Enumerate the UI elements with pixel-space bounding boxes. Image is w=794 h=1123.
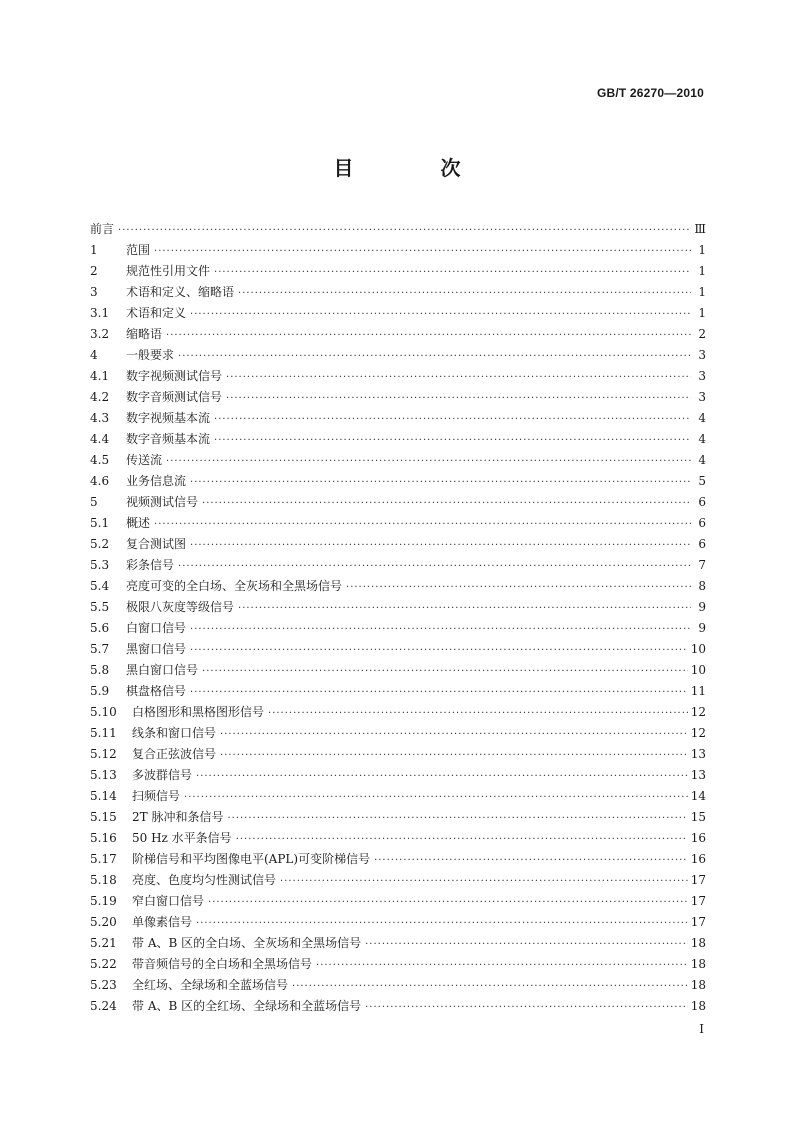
table-of-contents bbox=[90, 219, 706, 1017]
toc-entry-number: 4.3 bbox=[90, 411, 110, 425]
toc-entry-number: 4.4 bbox=[90, 432, 110, 446]
toc-entry-title: 缩略语 bbox=[126, 327, 163, 341]
toc-entry-number: 3.2 bbox=[90, 327, 110, 341]
toc-entry-number: 5.10 bbox=[90, 705, 117, 719]
toc-entry-page: 3 bbox=[698, 369, 706, 383]
toc-entry-number: 5.22 bbox=[90, 957, 117, 971]
toc-entry-title: 一般要求 bbox=[126, 348, 175, 362]
toc-dot-leader bbox=[202, 493, 691, 514]
toc-dot-leader bbox=[214, 430, 691, 451]
toc-entry-number: 5 bbox=[90, 495, 98, 509]
toc-entry-page: 14 bbox=[690, 789, 706, 803]
toc-entry-page: 11 bbox=[690, 684, 706, 698]
standard-code: GB/T 26270—2010 bbox=[596, 86, 704, 100]
toc-entry-title: 数字音频基本流 bbox=[126, 432, 211, 446]
toc-entry-number: 5.15 bbox=[90, 810, 117, 824]
toc-entry-page: 17 bbox=[690, 894, 706, 908]
toc-entry-number: 4.5 bbox=[90, 453, 110, 467]
toc-dot-leader bbox=[190, 619, 691, 640]
toc-dot-leader bbox=[154, 514, 691, 535]
toc-entry-title: 扫频信号 bbox=[132, 789, 181, 803]
toc-dot-leader bbox=[365, 934, 688, 955]
toc-entry-page: 4 bbox=[698, 453, 706, 467]
toc-entry-title: 传送流 bbox=[126, 453, 163, 467]
toc-entry[interactable] bbox=[90, 450, 706, 471]
toc-entry[interactable] bbox=[90, 702, 706, 723]
toc-entry-title: 单像素信号 bbox=[132, 915, 193, 929]
toc-entry-page: 6 bbox=[698, 495, 706, 509]
toc-entry[interactable] bbox=[90, 282, 706, 303]
toc-entry-number: 5.24 bbox=[90, 999, 117, 1013]
toc-entry-page: 3 bbox=[698, 348, 706, 362]
toc-entry-number: 5.1 bbox=[90, 516, 110, 530]
toc-dot-leader bbox=[166, 325, 691, 346]
toc-dot-leader bbox=[346, 577, 691, 598]
toc-entry-title: 极限八灰度等级信号 bbox=[126, 600, 235, 614]
toc-entry[interactable] bbox=[90, 723, 706, 744]
toc-entry-number: 5.9 bbox=[90, 684, 110, 698]
toc-entry-title: 彩条信号 bbox=[126, 558, 175, 572]
toc-entry-title: 数字音频测试信号 bbox=[126, 390, 223, 404]
toc-entry[interactable] bbox=[90, 324, 706, 345]
toc-entry-title: 视频测试信号 bbox=[126, 495, 199, 509]
toc-entry[interactable] bbox=[90, 786, 706, 807]
toc-entry-number: 2 bbox=[90, 264, 98, 278]
toc-entry-title: 阶梯信号和平均图像电平(APL)可变阶梯信号 bbox=[132, 852, 371, 866]
toc-entry-page: 16 bbox=[690, 831, 706, 845]
toc-entry-number: 5.18 bbox=[90, 873, 117, 887]
page-number: Ⅰ bbox=[699, 1022, 704, 1036]
toc-entry-number: 4.6 bbox=[90, 474, 110, 488]
toc-entry-page: 17 bbox=[690, 915, 706, 929]
toc-entry[interactable] bbox=[90, 534, 706, 555]
toc-dot-leader bbox=[190, 304, 691, 325]
toc-entry[interactable] bbox=[90, 870, 706, 891]
toc-entry-title: 亮度、色度均匀性测试信号 bbox=[132, 873, 277, 887]
toc-entry-number: 4 bbox=[90, 348, 98, 362]
toc-dot-leader bbox=[184, 787, 688, 808]
toc-entry-number: 5.3 bbox=[90, 558, 110, 572]
toc-entry[interactable] bbox=[90, 975, 706, 996]
toc-entry-page: 1 bbox=[698, 285, 706, 299]
toc-entry[interactable] bbox=[90, 555, 706, 576]
toc-dot-leader bbox=[190, 472, 691, 493]
toc-entry-page: 1 bbox=[698, 243, 706, 257]
toc-dot-leader bbox=[238, 598, 691, 619]
toc-entry[interactable] bbox=[90, 492, 706, 513]
toc-dot-leader bbox=[374, 850, 688, 871]
toc-dot-leader bbox=[154, 241, 691, 262]
toc-entry-number: 4.2 bbox=[90, 390, 110, 404]
toc-entry[interactable] bbox=[90, 891, 706, 912]
toc-dot-leader bbox=[316, 955, 688, 976]
toc-entry[interactable] bbox=[90, 597, 706, 618]
toc-dot-leader bbox=[365, 997, 688, 1018]
toc-entry[interactable] bbox=[90, 807, 706, 828]
toc-entry-page: 5 bbox=[698, 474, 706, 488]
toc-entry-title: 范围 bbox=[126, 243, 151, 257]
toc-entry-title: 前言 bbox=[90, 222, 115, 236]
toc-entry-page: 1 bbox=[698, 264, 706, 278]
toc-entry[interactable] bbox=[90, 513, 706, 534]
toc-dot-leader bbox=[220, 745, 688, 766]
toc-entry[interactable] bbox=[90, 765, 706, 786]
toc-entry-title: 带音频信号的全白场和全黑场信号 bbox=[132, 957, 313, 971]
toc-entry-page: 18 bbox=[690, 957, 706, 971]
toc-entry-page: 2 bbox=[698, 327, 706, 341]
toc-dot-leader bbox=[178, 556, 691, 577]
toc-dot-leader bbox=[226, 388, 691, 409]
toc-entry-page: 13 bbox=[690, 768, 706, 782]
toc-entry-number: 5.14 bbox=[90, 789, 117, 803]
toc-entry[interactable] bbox=[90, 303, 706, 324]
toc-entry-page: 18 bbox=[690, 999, 706, 1013]
toc-entry[interactable] bbox=[90, 996, 706, 1017]
toc-entry-title: 带 A、B 区的全红场、全绿场和全蓝场信号 bbox=[132, 999, 362, 1013]
toc-dot-leader bbox=[226, 367, 691, 388]
toc-entry-title: 50 Hz 水平条信号 bbox=[132, 831, 232, 845]
toc-entry-page: 12 bbox=[690, 726, 706, 740]
toc-entry-title: 白窗口信号 bbox=[126, 621, 187, 635]
toc-entry[interactable] bbox=[90, 429, 706, 450]
toc-entry-page: 8 bbox=[698, 579, 706, 593]
toc-entry[interactable] bbox=[90, 618, 706, 639]
toc-entry-title: 带 A、B 区的全白场、全灰场和全黑场信号 bbox=[132, 936, 362, 950]
toc-entry-title: 术语和定义、缩略语 bbox=[126, 285, 235, 299]
toc-entry[interactable] bbox=[90, 912, 706, 933]
toc-dot-leader bbox=[190, 682, 688, 703]
toc-entry[interactable] bbox=[90, 387, 706, 408]
toc-entry-number: 5.19 bbox=[90, 894, 117, 908]
toc-entry-number: 5.2 bbox=[90, 537, 110, 551]
toc-entry-title: 业务信息流 bbox=[126, 474, 187, 488]
toc-entry[interactable] bbox=[90, 345, 706, 366]
toc-dot-leader bbox=[238, 283, 691, 304]
toc-entry[interactable] bbox=[90, 660, 706, 681]
toc-entry[interactable] bbox=[90, 681, 706, 702]
toc-entry-number: 5.11 bbox=[90, 726, 117, 740]
toc-entry-number: 5.5 bbox=[90, 600, 110, 614]
toc-entry[interactable] bbox=[90, 471, 706, 492]
toc-entry-page: 6 bbox=[698, 516, 706, 530]
toc-entry[interactable] bbox=[90, 828, 706, 849]
page-title: 目 次 bbox=[333, 156, 501, 180]
toc-dot-leader bbox=[178, 346, 691, 367]
toc-dot-leader bbox=[292, 976, 688, 997]
toc-entry-page: 4 bbox=[698, 432, 706, 446]
toc-entry[interactable] bbox=[90, 261, 706, 282]
toc-entry-page: 4 bbox=[698, 411, 706, 425]
toc-entry-page: Ⅲ bbox=[694, 222, 706, 236]
toc-dot-leader bbox=[214, 409, 691, 430]
toc-entry-title: 数字视频测试信号 bbox=[126, 369, 223, 383]
toc-dot-leader bbox=[190, 535, 691, 556]
toc-entry-title: 黑窗口信号 bbox=[126, 642, 187, 656]
toc-entry-number: 5.12 bbox=[90, 747, 117, 761]
toc-entry-title: 白格图形和黑格图形信号 bbox=[132, 705, 265, 719]
toc-entry[interactable] bbox=[90, 849, 706, 870]
toc-entry-number: 5.17 bbox=[90, 852, 117, 866]
toc-dot-leader bbox=[214, 262, 691, 283]
toc-entry-page: 7 bbox=[698, 558, 706, 572]
toc-dot-leader bbox=[227, 808, 687, 829]
toc-entry-number: 5.8 bbox=[90, 663, 110, 677]
toc-entry-number: 5.23 bbox=[90, 978, 117, 992]
toc-entry-number: 5.6 bbox=[90, 621, 110, 635]
toc-dot-leader bbox=[268, 703, 688, 724]
toc-entry-page: 16 bbox=[690, 852, 706, 866]
toc-entry-page: 17 bbox=[690, 873, 706, 887]
toc-entry-number: 5.4 bbox=[90, 579, 110, 593]
toc-dot-leader bbox=[118, 220, 691, 241]
toc-entry[interactable] bbox=[90, 744, 706, 765]
toc-entry-number: 5.20 bbox=[90, 915, 117, 929]
toc-entry[interactable] bbox=[90, 408, 706, 429]
toc-entry-number: 5.21 bbox=[90, 936, 117, 950]
toc-entry[interactable] bbox=[90, 954, 706, 975]
toc-entry-number: 5.7 bbox=[90, 642, 110, 656]
toc-entry-page: 6 bbox=[698, 537, 706, 551]
toc-entry-title: 窄白窗口信号 bbox=[132, 894, 205, 908]
toc-entry-page: 9 bbox=[698, 621, 706, 635]
toc-entry-number: 4.1 bbox=[90, 369, 110, 383]
toc-entry[interactable] bbox=[90, 366, 706, 387]
toc-entry[interactable] bbox=[90, 933, 706, 954]
toc-entry-page: 10 bbox=[690, 663, 706, 677]
toc-entry-title: 多波群信号 bbox=[132, 768, 193, 782]
toc-entry-title: 线条和窗口信号 bbox=[132, 726, 217, 740]
toc-entry-page: 3 bbox=[698, 390, 706, 404]
toc-entry[interactable] bbox=[90, 240, 706, 261]
toc-entry-title: 复合测试图 bbox=[126, 537, 187, 551]
toc-entry-page: 1 bbox=[698, 306, 706, 320]
toc-entry-number: 1 bbox=[90, 243, 98, 257]
toc-dot-leader bbox=[220, 724, 688, 745]
toc-entry-title: 黑白窗口信号 bbox=[126, 663, 199, 677]
toc-entry-page: 12 bbox=[690, 705, 706, 719]
toc-entry-title: 2T 脉冲和条信号 bbox=[132, 810, 224, 824]
toc-entry-title: 概述 bbox=[126, 516, 151, 530]
toc-entry-page: 18 bbox=[690, 978, 706, 992]
toc-dot-leader bbox=[196, 913, 688, 934]
toc-entry-number: 3.1 bbox=[90, 306, 110, 320]
toc-dot-leader bbox=[190, 640, 688, 661]
toc-entry-page: 10 bbox=[690, 642, 706, 656]
toc-entry-title: 复合正弦波信号 bbox=[132, 747, 217, 761]
toc-dot-leader bbox=[166, 451, 691, 472]
toc-dot-leader bbox=[208, 892, 688, 913]
toc-entry[interactable] bbox=[90, 639, 706, 660]
toc-dot-leader bbox=[196, 766, 688, 787]
toc-entry-page: 13 bbox=[690, 747, 706, 761]
toc-dot-leader bbox=[280, 871, 688, 892]
toc-entry-number: 5.16 bbox=[90, 831, 117, 845]
toc-entry-page: 15 bbox=[690, 810, 706, 824]
toc-dot-leader bbox=[236, 829, 688, 850]
toc-entry-page: 9 bbox=[698, 600, 706, 614]
toc-entry-title: 规范性引用文件 bbox=[126, 264, 211, 278]
toc-entry-title: 亮度可变的全白场、全灰场和全黑场信号 bbox=[126, 579, 343, 593]
toc-entry-number: 3 bbox=[90, 285, 98, 299]
toc-entry-page: 18 bbox=[690, 936, 706, 950]
toc-entry[interactable] bbox=[90, 576, 706, 597]
toc-entry-title: 数字视频基本流 bbox=[126, 411, 211, 425]
toc-entry-title: 棋盘格信号 bbox=[126, 684, 187, 698]
toc-entry-title: 术语和定义 bbox=[126, 306, 187, 320]
toc-dot-leader bbox=[202, 661, 688, 682]
toc-entry-number: 5.13 bbox=[90, 768, 117, 782]
toc-entry[interactable] bbox=[90, 219, 706, 240]
toc-entry-title: 全红场、全绿场和全蓝场信号 bbox=[132, 978, 289, 992]
